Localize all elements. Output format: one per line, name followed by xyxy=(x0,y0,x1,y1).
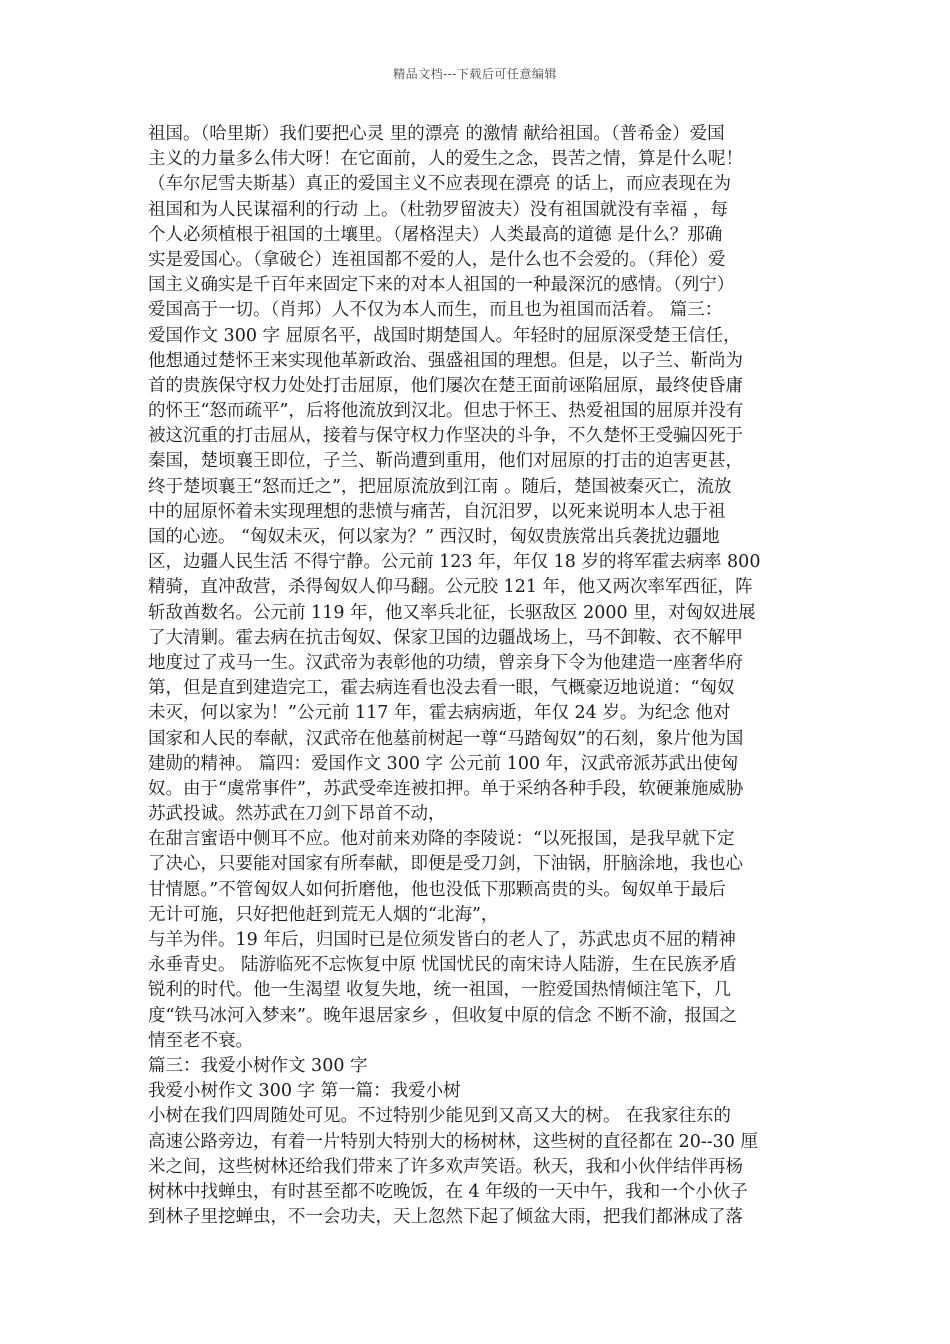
text-line: 奴。由于“虞常事件”，苏武受牵连被扣押。单于采纳各种手段，软硬兼施威胁 xyxy=(148,778,744,799)
text-line: 国主义确实是千百年来固定下来的对本人祖国的一种最深沉的感情。（列宁） xyxy=(148,275,735,296)
text-line: 实是爱国心。（拿破仑）连祖国都不爱的人，是什么也不会爱的。（拜伦）爱 xyxy=(148,249,726,270)
text-line: 秦国，楚顷襄王即位，子兰、靳尚遭到重用，他们对屈原的打击的迫害更甚， xyxy=(148,451,743,472)
text-line: 第，但是直到建造完工，霍去病连看也没去看一眼，气概豪迈地说道：“匈奴 xyxy=(148,678,735,699)
text-line: 与羊为伴。19 年后，归国时已是位须发皆白的老人了，苏武忠贞不屈的精神 xyxy=(148,930,736,950)
text-line: 无计可施，只好把他赶到荒无人烟的“北海”， xyxy=(148,904,499,925)
text-line: 锐利的时代。他一生渴望 收复失地，统一祖国，一腔爱国热情倾注笔下，几 xyxy=(148,980,732,1001)
text-line: 了大清剿。霍去病在抗击匈奴、保家卫国的边疆战场上，马不卸鞍、衣不解甲 xyxy=(148,627,743,648)
text-line: 米之间，这些树林还给我们带来了许多欢声笑语。秋天，我和小伙伴结伴再杨 xyxy=(148,1156,743,1177)
text-line: 祖国。（哈里斯）我们要把心灵 里的漂亮 的激情 献给祖国。（普希金）爱国 xyxy=(148,124,725,144)
text-line: 树林中找蝉虫，有时甚至都不吃晚饭，在 4 年级的一天中午，我和一个小伙子 xyxy=(148,1181,748,1202)
text-line: 终于楚顷襄王“怒而迁之”，把屈原流放到江南 。随后，楚国被秦灭亡，流放 xyxy=(148,476,732,497)
text-line: 了决心，只要能对国家有所奉献，即便是受刀剑，下油锅，肝脑涂地，我也心 xyxy=(148,854,743,875)
text-line: 被这沉重的打击屈从，接着与保守权力作坚决的斗争，不久楚怀王受骗囚死于 xyxy=(148,426,743,447)
text-line: 个人必须植根于祖国的土壤里。（屠格涅夫）人类最高的道德 是什么？那确 xyxy=(148,224,723,245)
text-line: 度“铁马冰河入梦来”。晚年退居家乡 ，但收复中原的信念 不断不渝，报国之 xyxy=(148,1005,738,1026)
text-line: 爱国作文 300 字 屈原名平，战国时期楚国人。年轻时的屈原深受楚王信任， xyxy=(148,325,741,346)
text-line: 我爱小树作文 300 字 第一篇：我爱小树 xyxy=(148,1081,461,1102)
text-line: 小树在我们四周随处可见。不过特别少能见到又高又大的树。 在我家往东的 xyxy=(148,1106,732,1127)
text-line: 未灭，何以家为！”公元前 117 年，霍去病病逝，年仅 24 岁。为纪念 他对 xyxy=(148,703,731,724)
text-line: 主义的力量多么伟大呀！在它面前，人的爱生之念，畏苦之情，算是什么呢！ xyxy=(148,149,743,170)
text-line: 甘情愿。”不管匈奴人如何折磨他，他也没低下那颗高贵的头。匈奴单于最后 xyxy=(148,879,726,900)
text-line: 区，边疆人民生活 不得宁静。公元前 123 年，年仅 18 岁的将军霍去病率 800 xyxy=(148,552,761,573)
text-line: 爱国高于一切。（肖邦）人不仅为本人而生，而且也为祖国而活着。 篇三： xyxy=(148,300,723,321)
text-line: 高速公路旁边，有着一片特别大特别大的杨树林，这些树的直径都在 20--30 厘 xyxy=(148,1131,758,1152)
text-line: 永垂青史。 陆游临死不忘恢复中原 忧国忧民的南宋诗人陆游，生在民族矛盾 xyxy=(148,955,737,976)
text-line: 国家和人民的奉献，汉武帝在他墓前树起一尊“马踏匈奴”的石刻，象片他为国 xyxy=(148,728,744,749)
text-line: 在甜言蜜语中侧耳不应。他对前来劝降的李陵说：“以死报国，是我早就下定 xyxy=(148,829,735,850)
text-line: 斩敌酋数名。公元前 119 年，他又率兵北征，长驱敌区 2000 里，对匈奴进展 xyxy=(148,602,756,623)
text-line: 精骑，直冲敌营，杀得匈奴人仰马翻。公元胶 121 年，他又两次率军西征，阵 xyxy=(148,577,753,598)
text-line: 国的心迹。 “匈奴未灭，何以家为？” 西汉时，匈奴贵族常出兵袭扰边疆地 xyxy=(148,527,720,547)
page-header: 精品文档---下载后可任意编辑 xyxy=(393,67,557,81)
text-line: 他想通过楚怀王来实现他革新政治、强盛祖国的理想。但是，以子兰、靳尚为 xyxy=(148,350,743,371)
text-line: 首的贵族保守权力处处打击屈原，他们屡次在楚王面前诬陷屈原，最终使昏庸 xyxy=(148,375,743,396)
text-line: 中的屈原怀着未实现理想的悲愤与痛苦，自沉汨罗，以死来说明本人忠于祖 xyxy=(148,501,726,522)
text-line: （车尔尼雪夫斯基）真正的爱国主义不应表现在漂亮 的话上，而应表现在为 xyxy=(148,174,732,195)
text-line: 到林子里挖蝉虫，不一会功夫，天上忽然下起了倾盆大雨，把我们都淋成了落 xyxy=(148,1207,743,1228)
text-line: 祖国和为人民谋福利的行动 上。（杜勃罗留波夫）没有祖国就没有幸福 ，每 xyxy=(148,199,728,220)
text-line: 地度过了戎马一生。汉武帝为表彰他的功绩，曾亲身下令为他建造一座奢华府 xyxy=(148,652,743,673)
text-line: 建勋的精神。 篇四：爱国作文 300 字 公元前 100 年，汉武帝派苏武出使匈 xyxy=(148,753,739,774)
text-line: 情至老不衰。 xyxy=(148,1030,253,1051)
text-line: 篇三：我爱小树作文 300 字 xyxy=(148,1055,368,1076)
document-body xyxy=(148,122,808,1230)
text-line: 苏武投诚。然苏武在刀剑下昂首不动， xyxy=(148,804,446,825)
text-line: 的怀王“怒而疏平”，后将他流放到汉北。但忠于怀王、热爱祖国的屈原并没有 xyxy=(148,401,744,422)
